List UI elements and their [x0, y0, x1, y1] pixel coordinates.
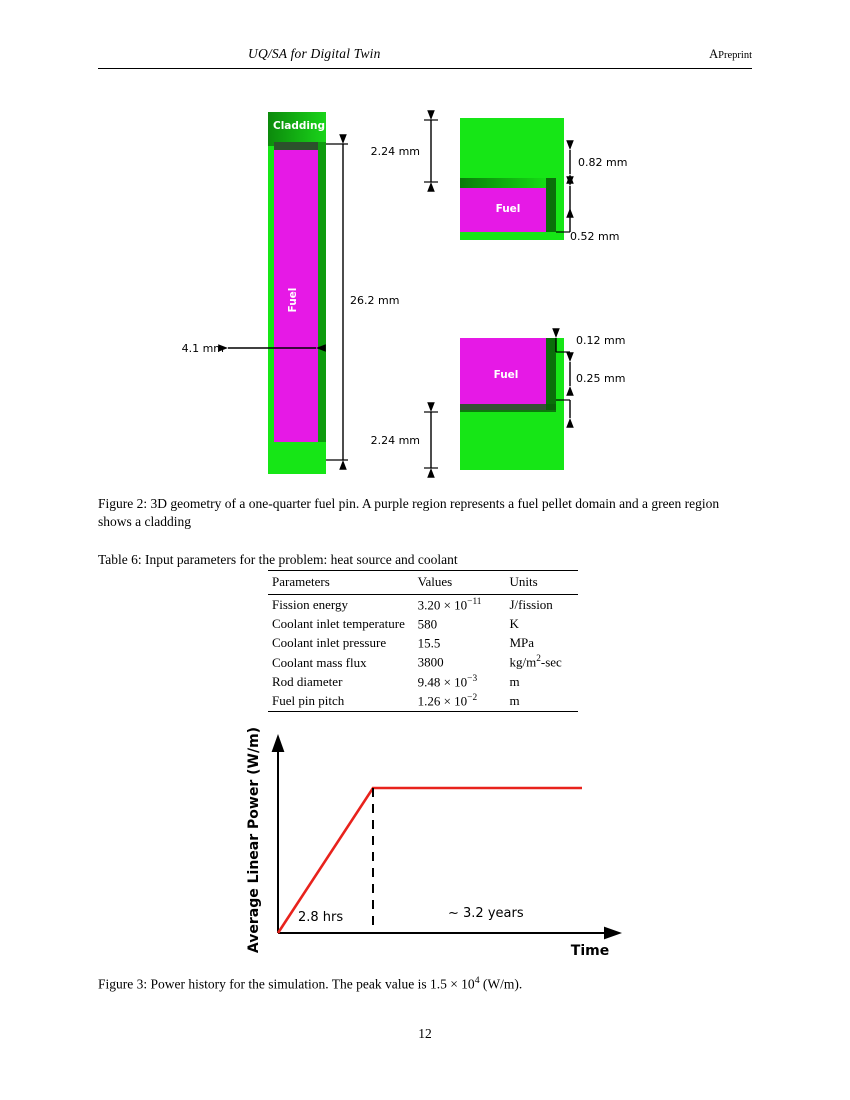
cell-parameter: Fuel pin pitch [268, 692, 414, 712]
cell-value: $1.26 \times 10^{-2}$ [414, 692, 506, 712]
cell-unit: J/fission [509, 596, 553, 612]
chart-x-label: Time [570, 943, 610, 958]
running-head-title: UQ/SA for Digital Twin [248, 46, 381, 61]
table-row [268, 653, 578, 672]
dim-0-82mm: 0.82 mm [578, 156, 628, 169]
chart-annotation-plateau: ~ 3.2 years [448, 906, 524, 921]
col-header-units: Units [505, 571, 578, 595]
col-header-values: Values [414, 571, 506, 595]
cell-value: 580 [417, 616, 438, 632]
cell-value: 3800 [417, 654, 444, 670]
cell-parameter: Rod diameter [272, 674, 343, 690]
table-row [268, 595, 578, 615]
cell-unit: m [505, 692, 578, 712]
cell-parameter: Coolant inlet pressure [272, 635, 387, 651]
dim-2-24mm-top: 2.24 mm [370, 145, 420, 158]
cell-unit: $kg/m^2-\sec$ [509, 654, 562, 670]
fuel-label-bottom: Fuel [493, 369, 519, 381]
cladding-label: Cladding [273, 120, 326, 132]
fuel-label-left: Fuel [287, 287, 299, 313]
table-row [268, 614, 578, 633]
dim-0-25mm: 0.25 mm [576, 372, 626, 385]
dim-2-24mm-bottom: 2.24 mm [370, 434, 420, 447]
cell-parameter: Coolant inlet temperature [272, 616, 405, 632]
cell-value: 15.5 [417, 635, 441, 651]
cell-value: $3.20 \times 10^{-11}$ [417, 596, 482, 612]
table-row [268, 634, 578, 653]
cell-unit: K [509, 616, 519, 632]
figure-2-caption: Figure 2: 3D geometry of a one-quarter fuel pin. A purple region represents a fuel pellet domain and a green region shows a cladding [98, 496, 720, 530]
running-head [98, 46, 752, 62]
dim-26-2mm: 26.2 mm [350, 294, 400, 307]
col-header-parameters: Parameters [268, 571, 414, 595]
table-6 [268, 570, 578, 712]
preprint-a: A [709, 47, 719, 61]
figure-3-chart [98, 718, 752, 958]
dim-0-12mm: 0.12 mm [576, 334, 626, 347]
cell-unit: MPa [509, 635, 535, 651]
running-head-preprint [709, 47, 752, 62]
header-rule [98, 68, 752, 69]
chart-y-label: Average Linear Power (W/m) [246, 726, 262, 954]
figure-3-caption-pre: Figure 3: Power history for the simulation. The peak value is 1.5 × 10 [98, 976, 475, 992]
table-6-caption: Table 6: Input parameters for the problem: heat source and coolant [98, 552, 458, 567]
figure-2-graphic [98, 100, 752, 490]
cell-value: $9.48 \times 10^{-3}$ [417, 673, 478, 690]
table-6-wrapper [268, 570, 578, 712]
table-header-row [268, 571, 578, 595]
table-row [268, 672, 578, 691]
cell-unit: m [509, 674, 520, 690]
dim-4-1mm: 4.1 mm [181, 342, 224, 355]
figure-3-caption-post: (W/m). [479, 976, 523, 992]
figure-3-caption-exp: 4 [474, 975, 480, 986]
dim-0-52mm: 0.52 mm [570, 230, 620, 243]
cell-parameter: Fission energy [272, 596, 348, 612]
cell-parameter: Coolant mass flux [272, 654, 367, 670]
figure-3-caption [98, 975, 752, 993]
preprint-word: Preprint [718, 50, 752, 61]
chart-annotation-ramp: 2.8 hrs [298, 910, 344, 925]
page-number: 12 [418, 1026, 432, 1041]
table-row [268, 692, 578, 712]
fuel-label-top: Fuel [495, 203, 521, 215]
